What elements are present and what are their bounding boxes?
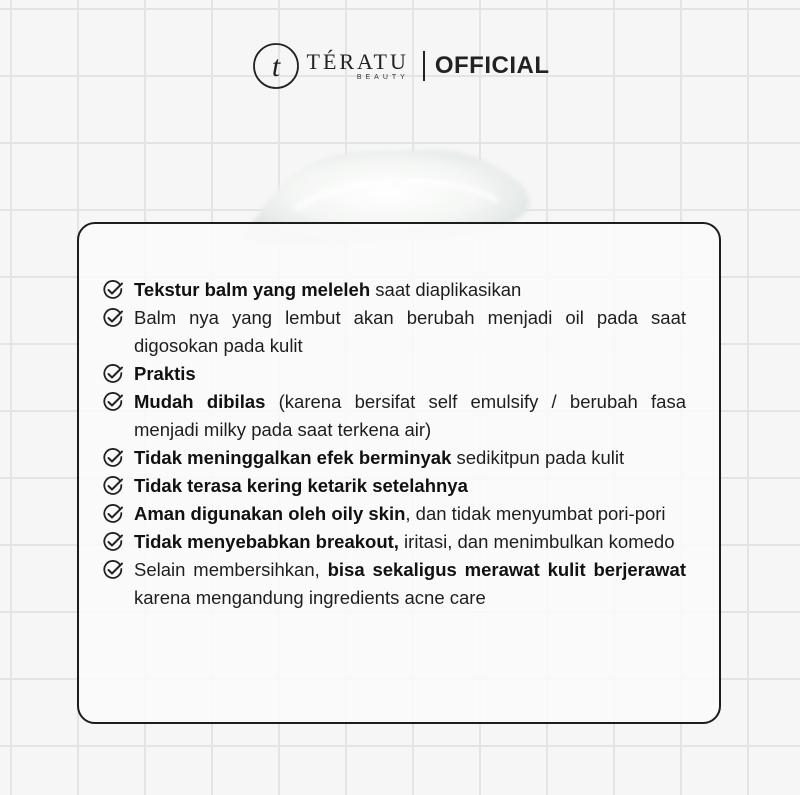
- check-circle-icon: [102, 559, 124, 581]
- benefit-item: [102, 500, 686, 528]
- benefit-text: [134, 360, 686, 388]
- benefit-text-regular: Selain membersihkan,: [134, 559, 328, 580]
- benefit-text: [134, 528, 686, 556]
- benefit-text: [134, 500, 686, 528]
- benefit-item: [102, 556, 686, 612]
- benefit-text-highlight: Praktis: [134, 363, 196, 384]
- benefit-text-regular: Balm nya yang lembut akan berubah menjadi oil pada saat digosokan pada kulit: [134, 307, 686, 356]
- benefit-text: [134, 276, 686, 304]
- benefit-text: [134, 556, 686, 612]
- benefit-item: [102, 472, 686, 500]
- benefit-text-regular: karena mengandung ingredients acne care: [134, 587, 486, 608]
- check-circle-icon: [102, 503, 124, 525]
- teratu-logo-icon: [251, 41, 301, 91]
- benefit-text-regular: iritasi, dan menimbulkan komedo: [398, 531, 675, 552]
- benefit-item: [102, 276, 686, 304]
- benefit-text: [134, 444, 686, 472]
- logo-letter: t: [271, 50, 280, 83]
- benefit-text-regular: (karena bersifat self emulsify / berubah fasa menjadi milky pada saat terkena air): [134, 391, 686, 440]
- check-circle-icon: [102, 363, 124, 385]
- check-circle-icon: [102, 475, 124, 497]
- benefit-text: [134, 388, 686, 444]
- check-circle-icon: [102, 391, 124, 413]
- benefit-item: [102, 360, 686, 388]
- check-circle-icon: [102, 531, 124, 553]
- benefit-text-highlight: Mudah dibilas: [134, 391, 266, 412]
- benefits-list: [102, 276, 686, 612]
- official-label: OFFICIAL: [434, 52, 550, 79]
- benefit-text: [134, 304, 686, 360]
- benefit-item: [102, 528, 686, 556]
- benefit-text-regular: sedikitpun pada kulit: [451, 447, 625, 468]
- check-circle-icon: [102, 279, 124, 301]
- brand-wordmark: [307, 51, 409, 81]
- benefit-item: [102, 388, 686, 444]
- brand-name: TÉRATU: [306, 49, 409, 74]
- check-circle-icon: [102, 307, 124, 329]
- benefit-text-highlight: Aman digunakan oleh oily skin: [134, 503, 406, 524]
- benefit-text-regular: saat diaplikasikan: [370, 279, 522, 300]
- brand-header: [0, 38, 800, 94]
- benefit-text-highlight: Tidak terasa kering ketarik setelahnya: [134, 475, 468, 496]
- check-circle-icon: [102, 447, 124, 469]
- benefit-text-highlight: bisa sekaligus merawat kulit berjerawat: [327, 559, 687, 580]
- benefit-text-regular: , dan tidak menyumbat pori-pori: [405, 503, 666, 524]
- benefit-item: [102, 304, 686, 360]
- header-divider: [423, 51, 425, 81]
- benefit-text-highlight: Tekstur balm yang meleleh: [134, 279, 371, 300]
- benefit-item: [102, 444, 686, 472]
- benefit-text: [134, 472, 686, 500]
- benefit-text-highlight: Tidak menyebabkan breakout,: [134, 531, 399, 552]
- benefit-text-highlight: Tidak meninggalkan efek berminyak: [134, 447, 452, 468]
- brand-subtitle: BEAUTY: [356, 74, 409, 81]
